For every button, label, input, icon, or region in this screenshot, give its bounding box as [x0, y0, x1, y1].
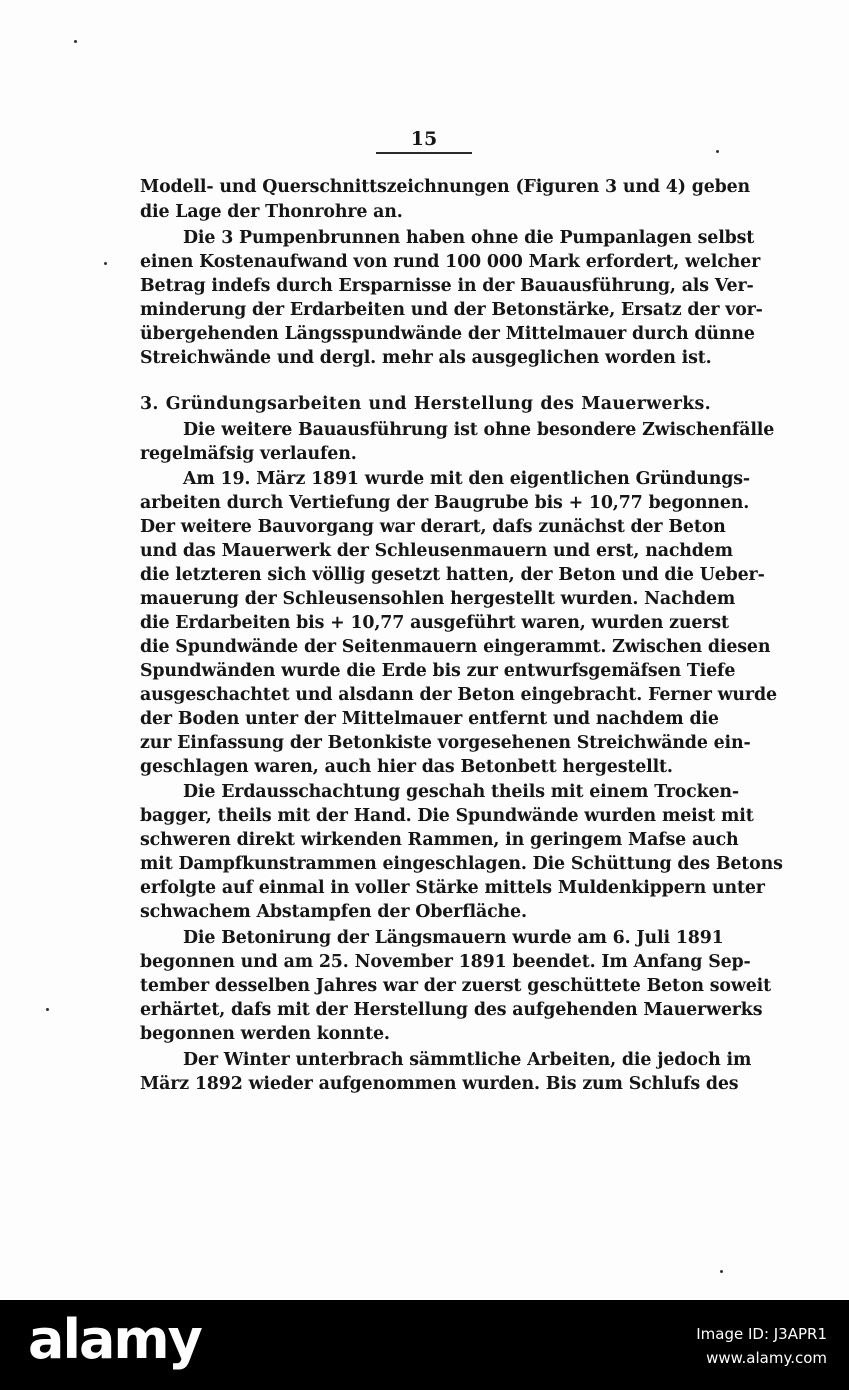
text-line: die Erdarbeiten bis + 10,77 ausgeführt waren, wurden zuerst: [140, 613, 729, 633]
text-line: der Boden unter der Mittelmauer entfernt und nachdem die: [140, 709, 719, 729]
text-line: geschlagen waren, auch hier das Betonbett hergestellt.: [140, 757, 673, 777]
text-line: erhärtet, dafs mit der Herstellung des aufgehenden Mauerwerks: [140, 1000, 763, 1020]
text-line: und das Mauerwerk der Schleusenmauern und erst, nachdem: [140, 541, 733, 561]
text-line: mit Dampfkunstrammen eingeschlagen. Die Schüttung des Betons: [140, 854, 783, 874]
text-line: begonnen werden konnte.: [140, 1024, 390, 1044]
text-line: Betrag indefs durch Ersparnisse in der Bauausführung, als Ver-: [140, 276, 754, 296]
text-line: Streichwände und dergl. mehr als ausgeglichen worden ist.: [140, 348, 712, 368]
scan-speck: [716, 150, 719, 153]
text-line: mauerung der Schleusensohlen hergestellt wurden. Nachdem: [140, 589, 736, 609]
watermark-bar: [0, 1300, 849, 1390]
page-number-rule: [376, 152, 472, 154]
text-line: Der Winter unterbrach sämmtliche Arbeiten, die jedoch im: [183, 1050, 752, 1070]
text-line: arbeiten durch Vertiefung der Baugrube bis + 10,77 begonnen.: [140, 493, 750, 513]
text-line: ausgeschachtet und alsdann der Beton eingebracht. Ferner wurde: [140, 685, 777, 705]
scan-speck: [74, 40, 77, 43]
watermark-meta: [637, 1322, 827, 1370]
text-line: einen Kostenaufwand von rund 100 000 Mark erfordert, welcher: [140, 252, 761, 272]
text-line: regelmäfsig verlaufen.: [140, 444, 357, 464]
scan-speck: [46, 1008, 49, 1011]
text-line: Spundwänden wurde die Erde bis zur entwurfsgemäfsen Tiefe: [140, 661, 736, 681]
text-line: Die 3 Pumpenbrunnen haben ohne die Pumpanlagen selbst: [183, 228, 755, 248]
text-line: übergehenden Längsspundwände der Mittelmauer durch dünne: [140, 324, 755, 344]
text-line: tember desselben Jahres war der zuerst geschüttete Beton soweit: [140, 976, 771, 996]
page-number: 15: [410, 128, 438, 150]
scan-speck: [104, 262, 107, 265]
text-line: die Spundwände der Seitenmauern eingerammt. Zwischen diesen: [140, 637, 771, 657]
text-line: Am 19. März 1891 wurde mit den eigentlichen Gründungs-: [183, 469, 750, 489]
text-line: Die Betonirung der Längsmauern wurde am 6. Juli 1891: [183, 928, 724, 948]
section-heading: 3. Gründungsarbeiten und Herstellung des Mauerwerks.: [140, 394, 711, 414]
text-line: schwachem Abstampfen der Oberfläche.: [140, 902, 527, 922]
text-line: Die weitere Bauausführung ist ohne besondere Zwischenfälle: [183, 420, 775, 440]
image-id: Image ID: J3APR1: [696, 1325, 827, 1343]
alamy-logo: alamy: [28, 1308, 201, 1371]
site-url: www.alamy.com: [706, 1349, 827, 1367]
text-line: März 1892 wieder aufgenommen wurden. Bis zum Schlufs des: [140, 1074, 739, 1094]
text-line: erfolgte auf einmal in voller Stärke mittels Muldenkippern unter: [140, 878, 765, 898]
text-line: zur Einfassung der Betonkiste vorgesehenen Streichwände ein-: [140, 733, 751, 753]
text-line: die letzteren sich völlig gesetzt hatten, der Beton und die Ueber-: [140, 565, 765, 585]
text-line: die Lage der Thonrohre an.: [140, 202, 403, 222]
text-line: minderung der Erdarbeiten und der Betonstärke, Ersatz der vor-: [140, 300, 763, 320]
text-line: Die Erdausschachtung geschah theils mit einem Trocken-: [183, 782, 739, 802]
text-line: begonnen und am 25. November 1891 beendet. Im Anfang Sep-: [140, 952, 751, 972]
text-line: schweren direkt wirkenden Rammen, in geringem Mafse auch: [140, 830, 739, 850]
text-line: Modell- und Querschnittszeichnungen (Figuren 3 und 4) geben: [140, 177, 751, 197]
text-line: Der weitere Bauvorgang war derart, dafs zunächst der Beton: [140, 517, 726, 537]
text-line: bagger, theils mit der Hand. Die Spundwände wurden meist mit: [140, 806, 754, 826]
scan-speck: [720, 1270, 723, 1273]
